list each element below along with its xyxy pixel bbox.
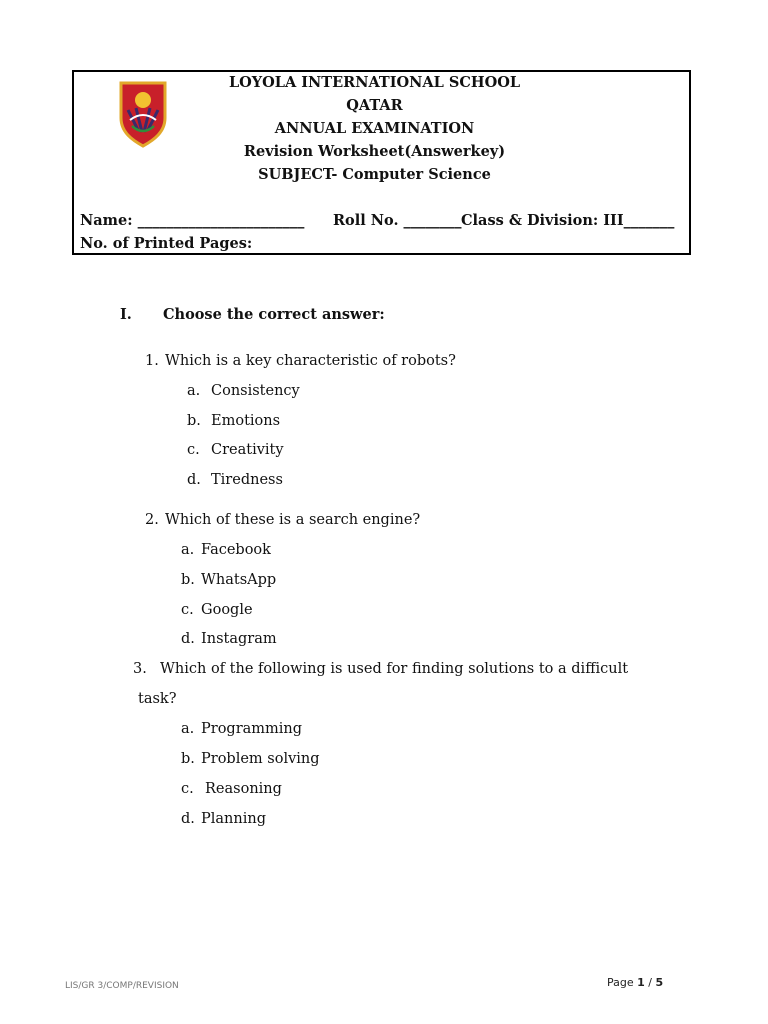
question-1-option-a-letter: a. [187,383,201,399]
question-2-option-c-letter: c. [181,602,194,618]
class-division-field: Class & Division: III_______ [461,212,675,229]
section-title: Choose the correct answer: [163,306,385,323]
page-number [607,976,663,989]
question-2-option-b-letter: b. [181,572,195,588]
question-1-option-c-letter: c. [187,442,200,458]
question-1-option-d-letter: d. [187,472,201,488]
subject-title: SUBJECT- Computer Science [258,166,491,183]
question-2-number: 2. [145,512,159,528]
question-3-number: 3. [133,661,147,677]
page-separator: / [644,976,656,989]
question-1-option-d: Tiredness [211,472,283,488]
question-2-option-d-letter: d. [181,631,195,647]
question-3-text-continued: task? [138,691,177,707]
school-name: LOYOLA INTERNATIONAL SCHOOL [228,74,521,91]
printed-pages-field: No. of Printed Pages: [80,235,253,252]
question-1-option-b-letter: b. [187,413,201,429]
question-3-option-b: Problem solving [201,751,320,767]
section-numeral: I. [120,306,132,323]
question-2-option-d: Instagram [201,631,277,647]
question-3-option-a: Programming [201,721,303,737]
question-3-option-d: Planning [201,811,266,827]
question-3-option-b-letter: b. [181,751,195,767]
question-3-text: Which of the following is used for finding solutions to a difficult [160,661,629,677]
question-2-option-c: Google [201,602,253,618]
question-2-option-a: Facebook [201,542,271,558]
roll-no-field: Roll No. ________ [333,212,462,229]
page-current: 1 [637,976,645,989]
worksheet-title: Revision Worksheet(Answerkey) [243,143,506,160]
school-country: QATAR [346,97,403,114]
question-1-option-a: Consistency [211,383,300,399]
question-3-option-d-letter: d. [181,811,195,827]
question-1-option-b: Emotions [211,413,281,429]
footer-document-code: LIS/GR 3/COMP/REVISION [65,981,179,991]
question-3-option-c-letter: c. [181,781,194,797]
question-3-option-a-letter: a. [181,721,195,737]
question-1-text: Which is a key characteristic of robots? [165,353,456,369]
question-2-option-a-letter: a. [181,542,195,558]
page-label: Page [607,976,638,989]
exam-title: ANNUAL EXAMINATION [274,120,475,137]
question-2-text: Which of these is a search engine? [165,512,421,528]
question-3-option-c: Reasoning [205,781,282,797]
name-field: Name: _______________________ [80,212,305,229]
question-1-number: 1. [145,353,159,369]
question-2-option-b: WhatsApp [201,572,277,588]
question-1-option-c: Creativity [211,442,284,458]
page-total: 5 [655,976,664,989]
